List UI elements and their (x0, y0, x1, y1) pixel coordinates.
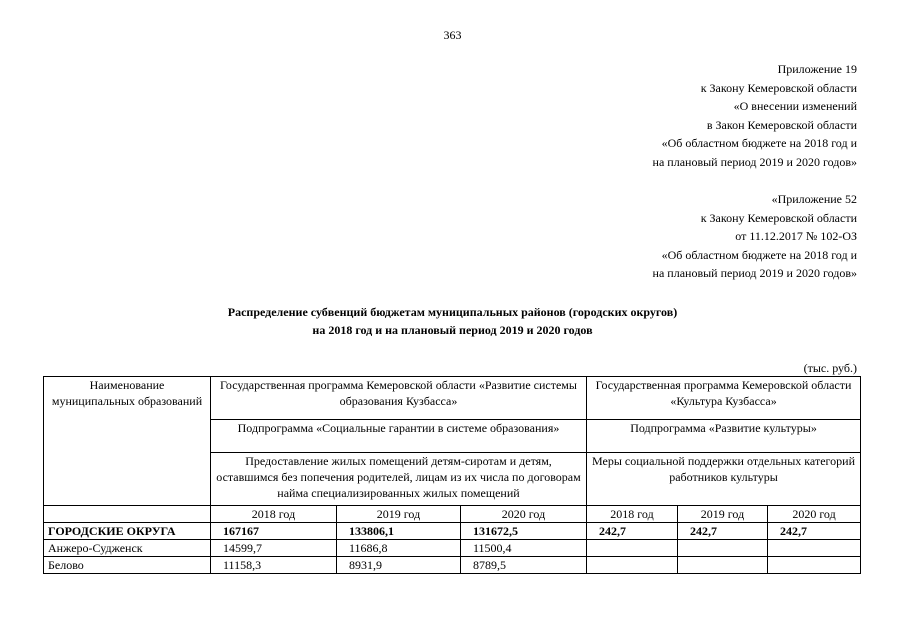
municipality-header: Наименование муниципальных образований (44, 377, 211, 506)
title-line-2: на 2018 год и на плановый период 2019 и 2020 годов (312, 323, 593, 337)
year-header: 2020 год (461, 506, 587, 523)
page-number: 363 (443, 28, 462, 42)
program-header-culture: Государственная программа Кемеровской области «Культура Кузбасса» (587, 377, 861, 420)
cell-value (587, 557, 678, 574)
cell-value: 242,7 (678, 523, 768, 540)
appendix-line: «Об областном бюджете на 2018 год и (661, 136, 857, 151)
cell-value: 11686,8 (337, 540, 461, 557)
year-header: 2018 год (211, 506, 337, 523)
table-row (44, 540, 861, 557)
cell-value: 11158,3 (211, 557, 337, 574)
appendix-line: в Закон Кемеровской области (706, 117, 857, 132)
appendix-line: к Закону Кемеровской области (700, 210, 857, 225)
measure-header-support: Меры социальной поддержки отдельных категорий работников культуры (587, 453, 861, 506)
appendix-line: «О внесении изменений (733, 99, 857, 114)
appendix-line: на плановый период 2019 и 2020 годов» (652, 154, 857, 169)
row-name: Анжеро-Судженск (44, 540, 211, 557)
cell-value (768, 557, 861, 574)
measure-header-housing: Предоставление жилых помещений детям-сиротам и детям, оставшимся без попечения родителей, лицам из их числа по договорам найма специализированных жилых помещений (211, 453, 587, 506)
cell-value: 242,7 (768, 523, 861, 540)
appendix-line: «Об областном бюджете на 2018 год и (661, 247, 857, 262)
cell-value (587, 540, 678, 557)
row-name: Белово (44, 557, 211, 574)
document-title (0, 303, 905, 339)
subprogram-header-culture: Подпрограмма «Развитие культуры» (587, 420, 861, 453)
title-line-1: Распределение субвенций бюджетам муниципальных районов (городских округов) (227, 305, 678, 319)
subprogram-header-social: Подпрограмма «Социальные гарантии в системе образования» (211, 420, 587, 453)
table-row (44, 557, 861, 574)
appendix-line: «Приложение 52 (771, 192, 857, 206)
cell-value: 8931,9 (337, 557, 461, 574)
year-header: 2020 год (768, 506, 861, 523)
appendix-header-1 (653, 60, 857, 172)
units-label: (тыс. руб.) (803, 361, 857, 375)
row-name: ГОРОДСКИЕ ОКРУГА (44, 523, 211, 540)
appendix-line: от 11.12.2017 № 102-ОЗ (735, 229, 857, 244)
year-header: 2019 год (678, 506, 768, 523)
table-row (44, 523, 861, 540)
subsidy-table (43, 376, 861, 574)
cell-value (678, 540, 768, 557)
cell-value (768, 540, 861, 557)
appendix-line: Приложение 19 (777, 62, 857, 76)
cell-value (678, 557, 768, 574)
year-header: 2018 год (587, 506, 678, 523)
cell-value: 167167 (211, 523, 337, 540)
appendix-line: к Закону Кемеровской области (700, 80, 857, 95)
cell-value: 14599,7 (211, 540, 337, 557)
year-header: 2019 год (337, 506, 461, 523)
cell-value: 8789,5 (461, 557, 587, 574)
appendix-line: на плановый период 2019 и 2020 годов» (652, 266, 857, 281)
cell-value: 131672,5 (461, 523, 587, 540)
year-header-empty (44, 506, 211, 523)
appendix-header-2 (653, 190, 857, 283)
cell-value: 242,7 (587, 523, 678, 540)
program-header-education: Государственная программа Кемеровской области «Развитие системы образования Кузбасса» (211, 377, 587, 420)
cell-value: 133806,1 (337, 523, 461, 540)
cell-value: 11500,4 (461, 540, 587, 557)
